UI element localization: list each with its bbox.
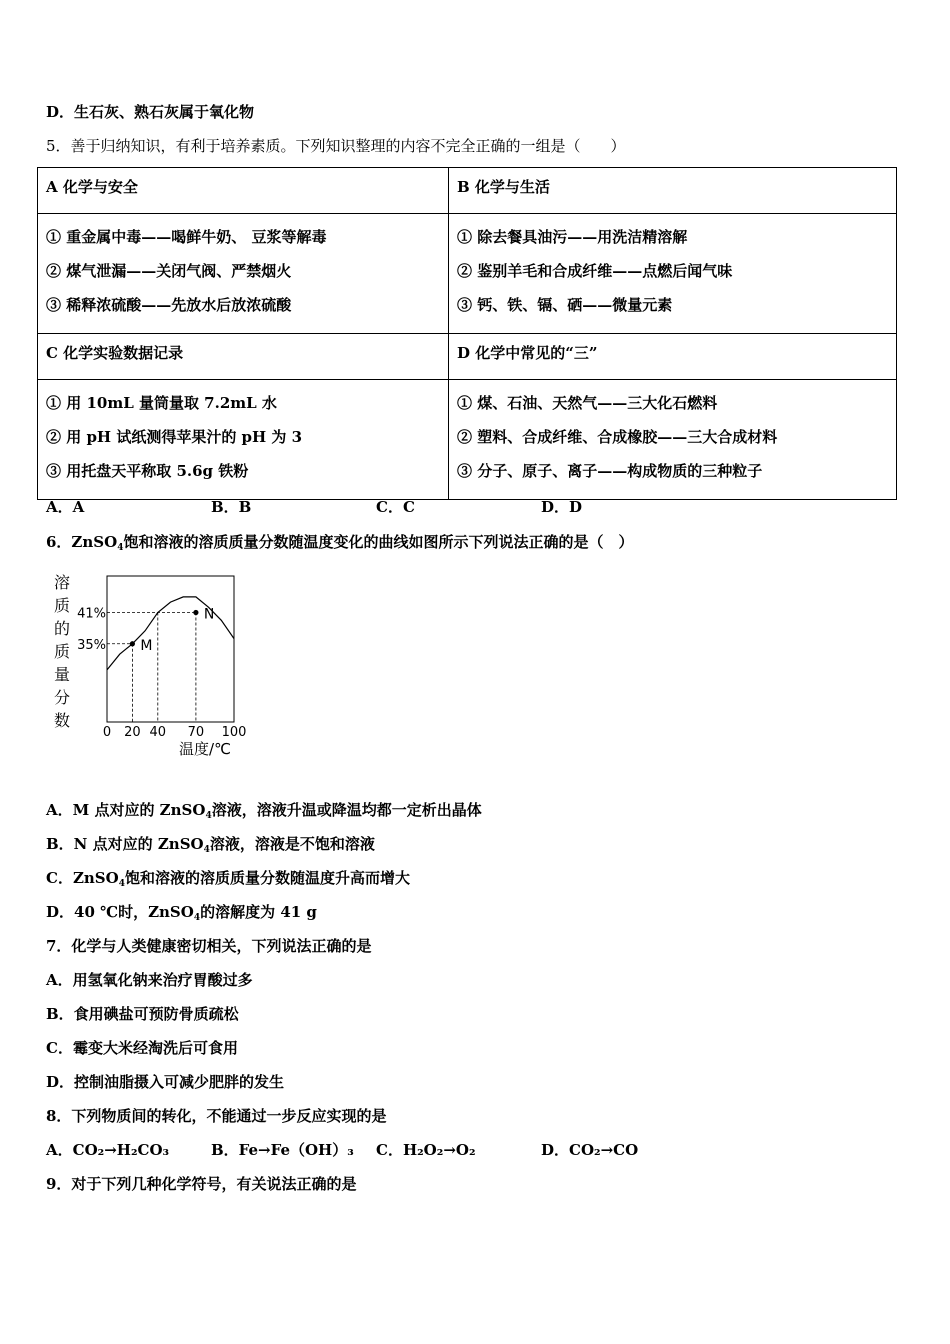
q5-option-a: A．A <box>46 498 85 516</box>
x-tick-label: 100 <box>221 725 247 740</box>
q6-stem-pre: 6．ZnSO <box>46 533 118 551</box>
cell-c-body <box>38 380 449 500</box>
q5-option-d: D．D <box>541 498 583 516</box>
y-label-char: 的 <box>53 619 71 638</box>
d-item: ② 塑料、合成纤维、合成橡胶——三大合成材料 <box>457 428 778 446</box>
y-label-char: 质 <box>53 596 71 615</box>
q7-option-c: C．霉变大米经淘洗后可食用 <box>46 1039 238 1057</box>
q5-stem: 5．善于归纳知识，有利于培养素质。下列知识整理的内容不完全正确的一组是（ ） <box>46 137 626 155</box>
cell-c-title: C 化学实验数据记录 <box>38 334 449 380</box>
data-points <box>130 607 215 654</box>
point-label-n: N <box>203 606 215 623</box>
q8-options <box>46 1140 638 1160</box>
q8-option-b: B．Fe→Fe（OH）₃ <box>211 1141 354 1159</box>
q7-option-a: A．用氢氧化钠来治疗胃酸过多 <box>46 971 253 989</box>
q6-d-sub: 4 <box>193 913 201 923</box>
q6-option-b <box>46 834 375 860</box>
solubility-chart <box>40 570 260 770</box>
cell-a-title: A 化学与安全 <box>38 168 449 214</box>
q6-c-sub: 4 <box>118 879 125 889</box>
y-label-char: 溶 <box>53 573 71 592</box>
q6-c-pre: C．ZnSO <box>46 869 119 887</box>
q6-option-c <box>46 868 410 894</box>
point-label-m: M <box>140 637 153 654</box>
q6-option-a <box>46 800 482 826</box>
x-tick-label: 0 <box>102 725 112 740</box>
q6-b-sub: 4 <box>203 845 210 855</box>
y-tick-label: 41% <box>77 606 106 622</box>
x-axis-label: 温度/℃ <box>179 740 231 758</box>
y-tick-label: 35% <box>77 637 106 653</box>
q8-option-d: D．CO₂→CO <box>541 1141 639 1159</box>
q7-stem: 7．化学与人类健康密切相关，下列说法正确的是 <box>46 937 372 955</box>
y-axis-label <box>54 573 70 730</box>
y-label-char: 分 <box>53 688 71 707</box>
d-item: ① 煤、石油、天然气——三大化石燃料 <box>457 394 718 412</box>
d-item: ③ 分子、原子、离子——构成物质的三种粒子 <box>457 462 763 480</box>
q5-option-c: C．C <box>376 498 415 516</box>
y-label-char: 质 <box>53 642 71 661</box>
a-item: ③ 稀释浓硫酸——先放水后放浓硫酸 <box>46 296 292 314</box>
cell-b-title: B 化学与生活 <box>449 168 897 214</box>
q6-d-pre: D．40 ℃时，ZnSO <box>46 903 194 921</box>
q6-d-post: 的溶解度为 41 g <box>200 903 317 921</box>
b-item: ① 除去餐具油污——用洗洁精溶解 <box>457 228 688 246</box>
cell-d-title: D 化学中常见的“三” <box>449 334 897 380</box>
y-label-char: 数 <box>53 711 71 730</box>
b-item: ② 鉴别羊毛和合成纤维——点燃后闻气味 <box>457 262 733 280</box>
cell-d-body <box>449 380 897 500</box>
q6-a-sub: 4 <box>205 811 212 821</box>
solubility-curve <box>107 597 234 670</box>
cell-a-body <box>38 214 449 334</box>
b-item: ③ 钙、铁、镉、硒——微量元素 <box>457 296 673 314</box>
q5-options <box>46 497 582 517</box>
q8-stem: 8．下列物质间的转化，不能通过一步反应实现的是 <box>46 1107 387 1125</box>
q5-knowledge-table <box>37 167 897 500</box>
q6-stem <box>46 532 633 558</box>
q7-option-d: D．控制油脂摄入可减少肥胖的发生 <box>46 1073 285 1091</box>
q7-option-b: B．食用碘盐可预防骨质疏松 <box>46 1005 239 1023</box>
point-m <box>130 641 135 646</box>
guide-lines <box>107 613 196 723</box>
q6-a-post: 溶液，溶液升温或降温均都一定析出晶体 <box>211 801 482 819</box>
q6-a-pre: A．M 点对应的 ZnSO <box>46 801 206 819</box>
a-item: ① 重金属中毒——喝鲜牛奶、 豆浆等解毒 <box>46 228 327 246</box>
q6-stem-sub: 4 <box>117 543 124 553</box>
q6-c-post: 饱和溶液的溶质质量分数随温度升高而增大 <box>124 869 410 887</box>
q6-stem-post: 饱和溶液的溶质质量分数随温度变化的曲线如图所示下列说法正确的是（ ） <box>123 533 634 551</box>
q6-b-pre: B．N 点对应的 ZnSO <box>46 835 204 853</box>
point-n <box>193 610 198 615</box>
q8-option-c: C．H₂O₂→O₂ <box>376 1141 476 1159</box>
y-label-char: 量 <box>53 665 71 684</box>
c-item: ② 用 pH 试纸测得苹果汁的 pH 为 3 <box>46 428 303 446</box>
q6-option-d <box>46 902 317 928</box>
y-tick-labels <box>77 607 106 653</box>
q9-stem: 9．对于下列几种化学符号，有关说法正确的是 <box>46 1175 357 1193</box>
x-tick-label: 40 <box>149 725 167 740</box>
a-item: ② 煤气泄漏——关闭气阀、严禁烟火 <box>46 262 292 280</box>
q8-option-a: A．CO₂→H₂CO₃ <box>46 1141 170 1159</box>
cell-b-body <box>449 214 897 334</box>
q6-b-post: 溶液，溶液是不饱和溶液 <box>209 835 375 853</box>
c-item: ③ 用托盘天平称取 5.6g 铁粉 <box>46 462 249 480</box>
c-item: ① 用 10mL 量筒量取 7.2mL 水 <box>46 394 277 412</box>
x-tick-label: 70 <box>187 725 205 740</box>
q4-option-d: D．生石灰、熟石灰属于氧化物 <box>46 103 255 121</box>
q5-option-b: B．B <box>211 498 252 516</box>
x-tick-label: 20 <box>124 725 141 740</box>
x-tick-labels <box>103 725 247 740</box>
